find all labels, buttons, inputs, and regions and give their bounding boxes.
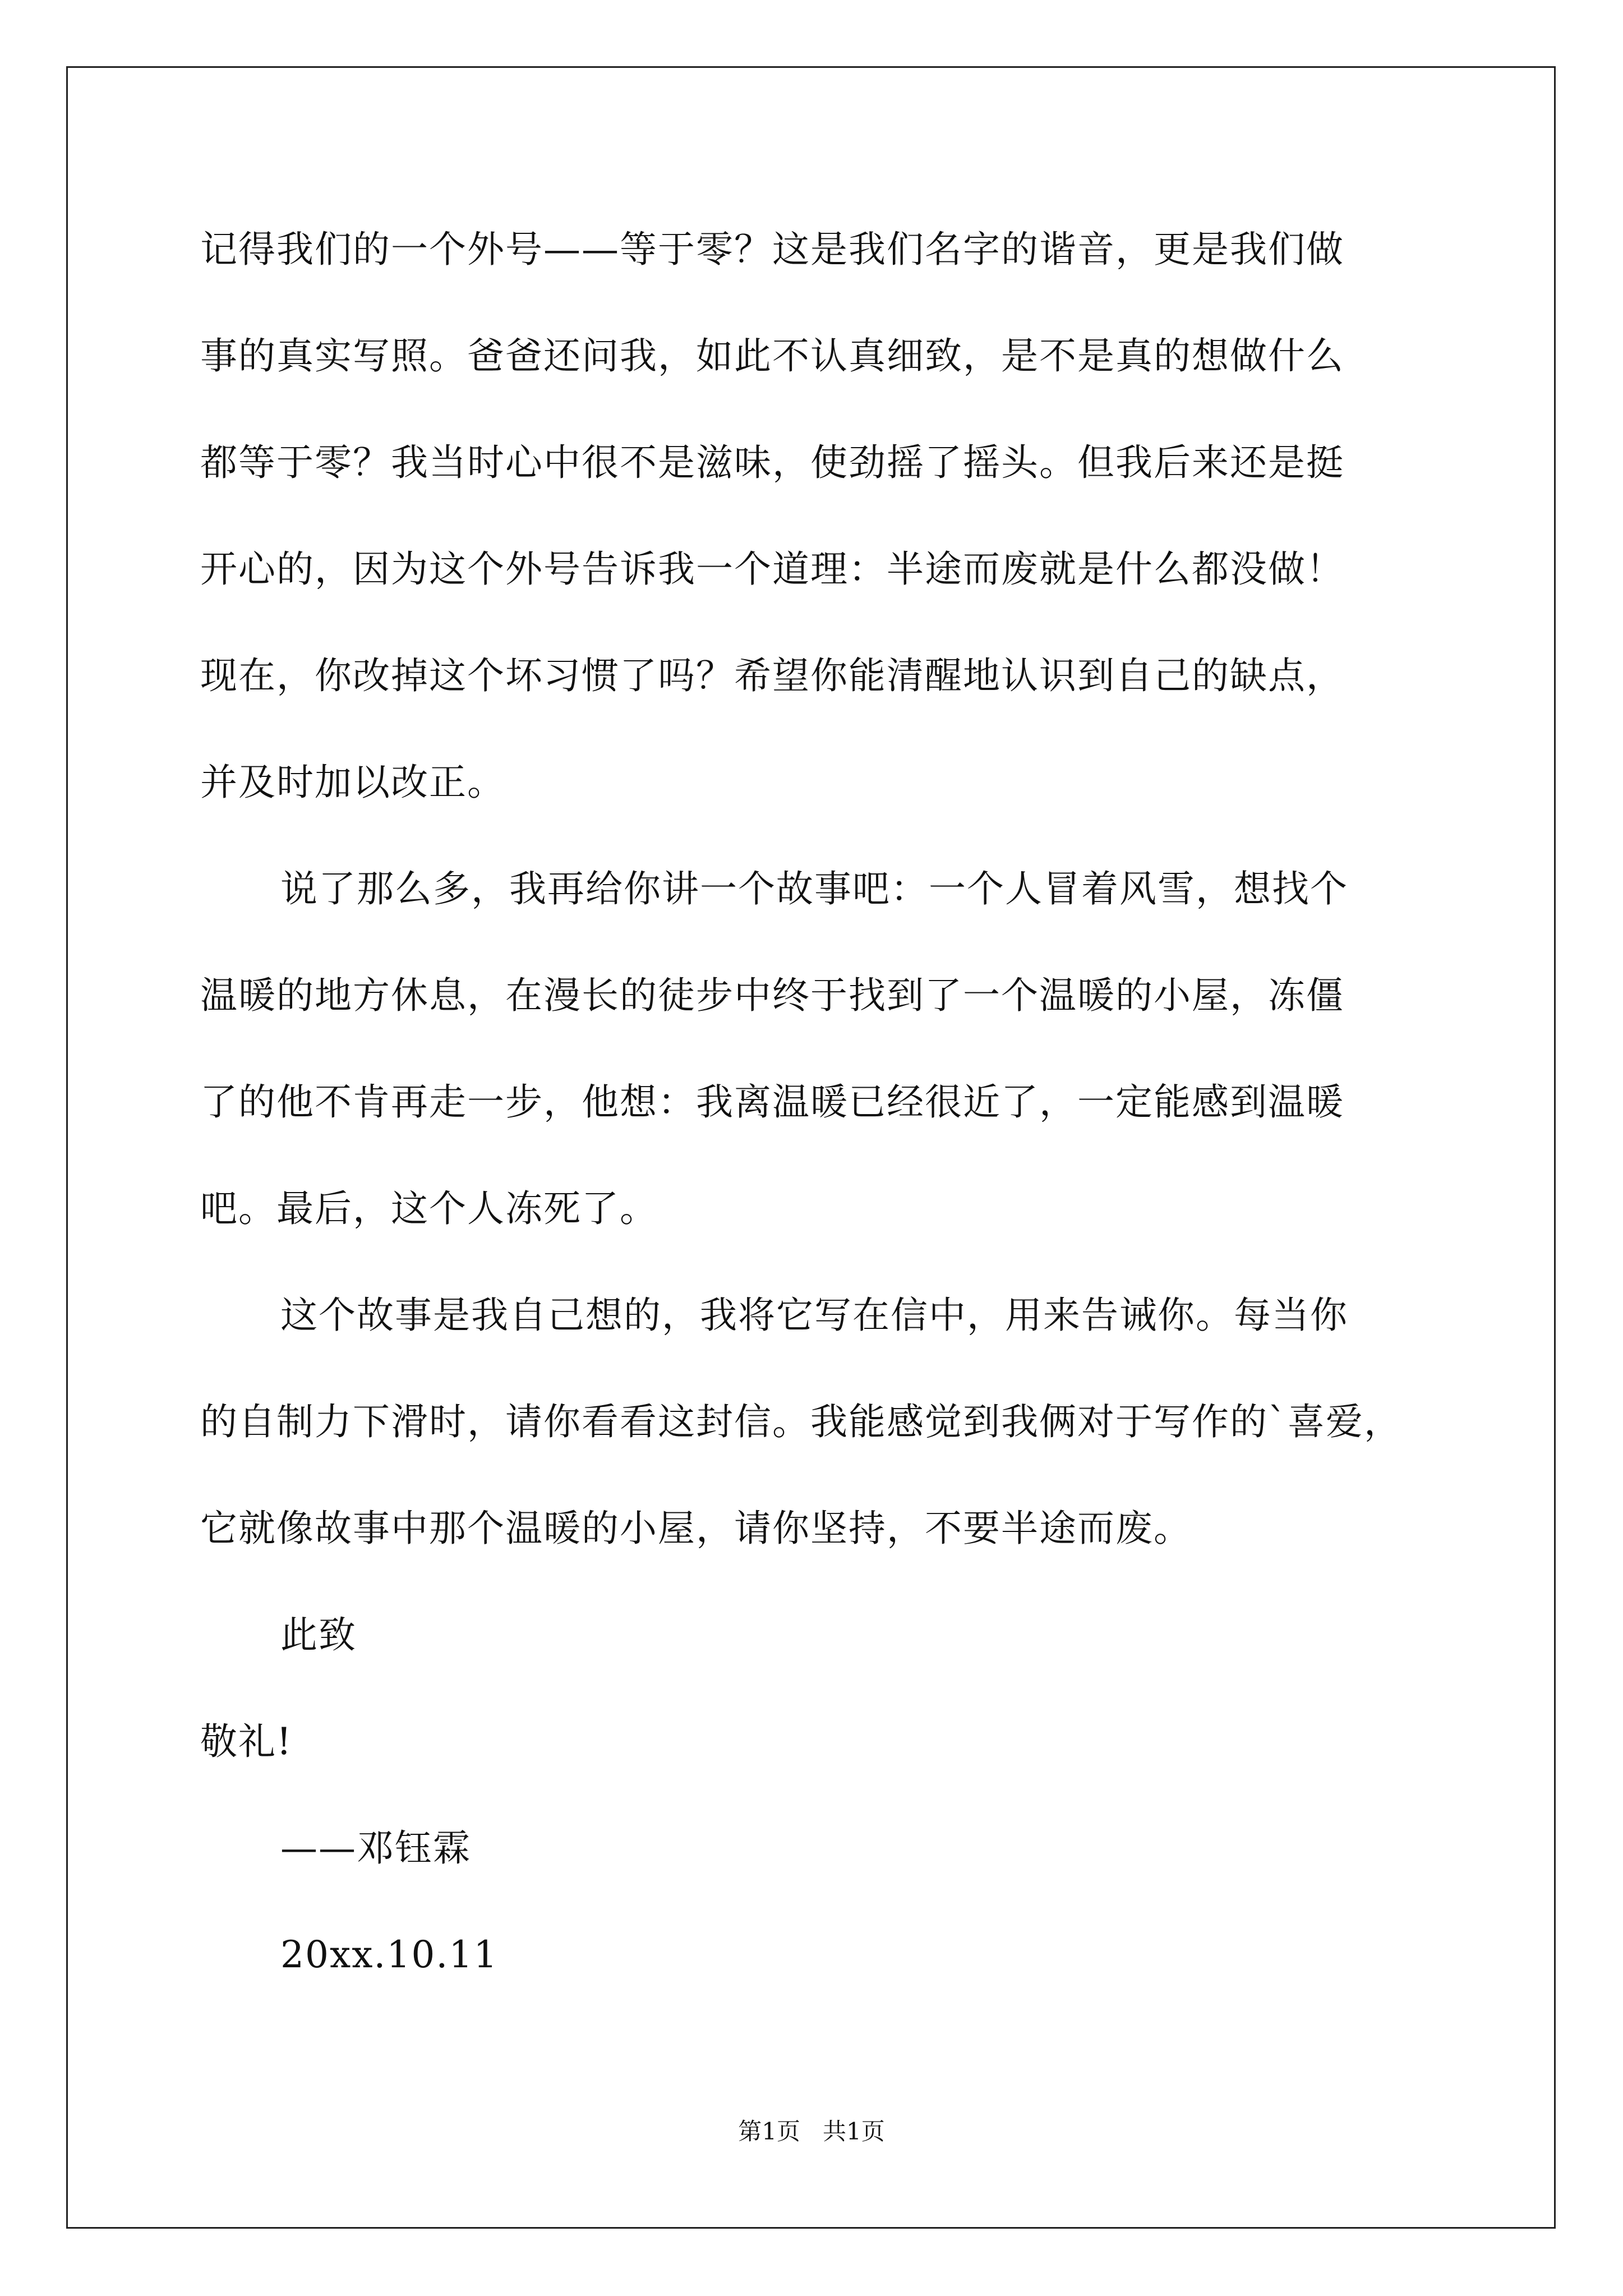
body-text-line: 并及时加以改正。 xyxy=(200,761,505,804)
body-text-line: 的自制力下滑时，请你看看这封信。我能感觉到我俩对于写作的`喜爱， xyxy=(200,1400,1402,1443)
body-text-line: 它就像故事中那个温暖的小屋，请你坚持，不要半途而废。 xyxy=(200,1507,1192,1550)
body-text-line: 了的他不肯再走一步，他想：我离温暖已经很近了，一定能感到温暖 xyxy=(200,1080,1344,1124)
body-text-line: 记得我们的一个外号——等于零？这是我们名字的谐音，更是我们做 xyxy=(200,228,1344,271)
body-text-line: 事的真实写照。爸爸还问我，如此不认真细致，是不是真的想做什么 xyxy=(200,334,1344,378)
signature: ——邓钰霖 xyxy=(280,1826,471,1870)
closing-text: 此致 xyxy=(280,1613,357,1657)
date: 20xx.10.11 xyxy=(280,1933,499,1976)
page-border xyxy=(66,66,1556,2229)
body-text-line: 说了那么多，我再给你讲一个故事吧：一个人冒着风雪，想找个 xyxy=(280,867,1348,910)
page-footer: 第1页 共1页 xyxy=(738,2118,885,2145)
body-text-line: 开心的，因为这个外号告诉我一个道理：半途而废就是什么都没做！ xyxy=(200,547,1344,591)
body-text-line: 温暖的地方休息，在漫长的徒步中终于找到了一个温暖的小屋，冻僵 xyxy=(200,974,1344,1017)
salute-text: 敬礼! xyxy=(200,1720,293,1763)
body-text-line: 吧。最后，这个人冻死了。 xyxy=(200,1187,658,1230)
body-text-line: 现在，你改掉这个坏习惯了吗？希望你能清醒地认识到自己的缺点， xyxy=(200,654,1344,697)
body-text-line: 都等于零？我当时心中很不是滋味，使劲摇了摇头。但我后来还是挺 xyxy=(200,441,1344,484)
body-text-line: 这个故事是我自己想的，我将它写在信中，用来告诫你。每当你 xyxy=(280,1294,1348,1337)
